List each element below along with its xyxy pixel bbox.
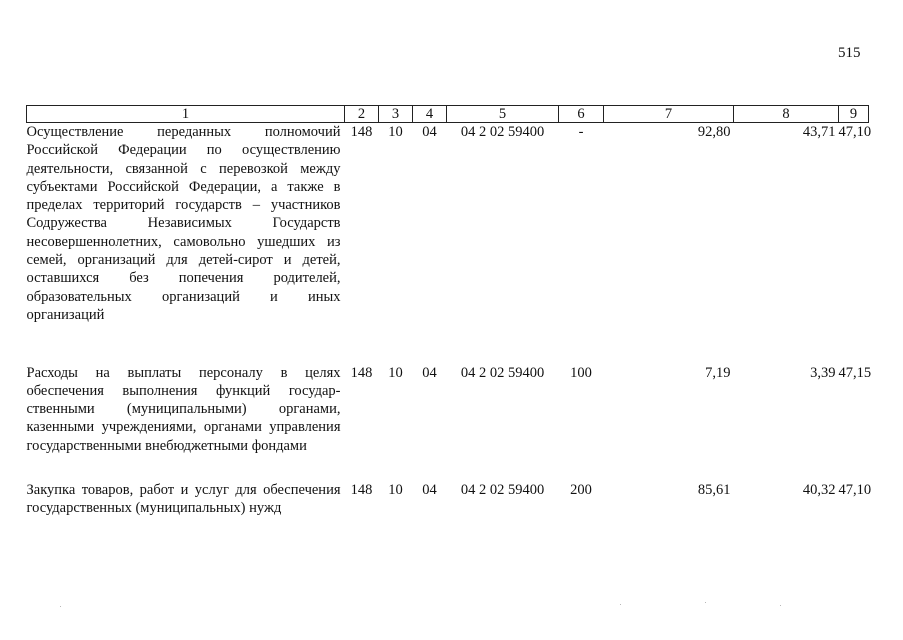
scan-speck (780, 605, 781, 606)
cell-col-4: 04 (422, 364, 437, 381)
cell-col-3: 10 (388, 364, 403, 381)
scan-speck (705, 602, 706, 603)
cell-col-4: 04 (422, 124, 437, 140)
cell-col-9: 47,10 (838, 481, 872, 498)
table-row (27, 481, 869, 521)
table-row (27, 364, 869, 481)
scan-speck (60, 606, 61, 607)
row-description: Расходы на выплаты персоналу в целях обеспечения выполнения функций государ-ственными (муниципальными) органами, казенными учреждениями, органами управления государственными внебюджетными фондами (26, 364, 341, 454)
cell-col-3: 10 (388, 124, 403, 140)
header-col-9: 9 (839, 106, 869, 123)
cell-col-6: 100 (570, 364, 592, 381)
cell-col-5: 04 2 02 59400 (460, 364, 545, 381)
table-row (27, 123, 869, 364)
cell-col-2: 148 (350, 124, 373, 140)
cell-col-7: 85,61 (697, 481, 731, 498)
cell-col-8: 3,39 (810, 364, 836, 381)
cell-col-7: 92,80 (697, 124, 731, 140)
budget-table (26, 105, 872, 521)
cell-col-6: - (578, 124, 584, 140)
scan-speck (620, 604, 621, 605)
cell-col-3: 10 (388, 481, 403, 498)
header-col-2: 2 (345, 106, 379, 123)
cell-col-2: 148 (350, 481, 373, 498)
cell-col-4: 04 (422, 481, 437, 498)
header-col-7: 7 (604, 106, 734, 123)
header-col-6: 6 (559, 106, 604, 123)
header-col-1: 1 (27, 106, 345, 123)
cell-col-8: 40,32 (802, 481, 836, 498)
header-col-3: 3 (379, 106, 413, 123)
header-col-8: 8 (734, 106, 839, 123)
cell-col-9: 47,15 (838, 364, 872, 381)
row-description: Осуществление переданных полномочий Российской Федерации по осуществлению деятельности, связанной с перевозкой между субъектами Российской Федерации, а также в пределах территорий государств – участников Содружества Независимых Государств несовершеннолетних, самовольно ушедших из семей, организаций для детей-сирот и детей, оставшихся без попечения родителей, образовательных организаций и иных организаций (26, 124, 341, 323)
cell-col-7: 7,19 (705, 364, 731, 381)
header-col-5: 5 (447, 106, 559, 123)
cell-col-9: 47,10 (838, 124, 872, 140)
cell-col-8: 43,71 (802, 124, 836, 140)
cell-col-5: 04 2 02 59400 (460, 481, 545, 498)
cell-col-2: 148 (350, 364, 373, 381)
header-col-4: 4 (413, 106, 447, 123)
row-description: Закупка товаров, работ и услуг для обеспечения государственных (муниципальных) нужд (26, 481, 341, 516)
cell-col-6: 200 (570, 481, 592, 498)
page-number: 515 (838, 45, 861, 61)
table-header-row (27, 106, 869, 123)
cell-col-5: 04 2 02 59400 (460, 124, 545, 140)
